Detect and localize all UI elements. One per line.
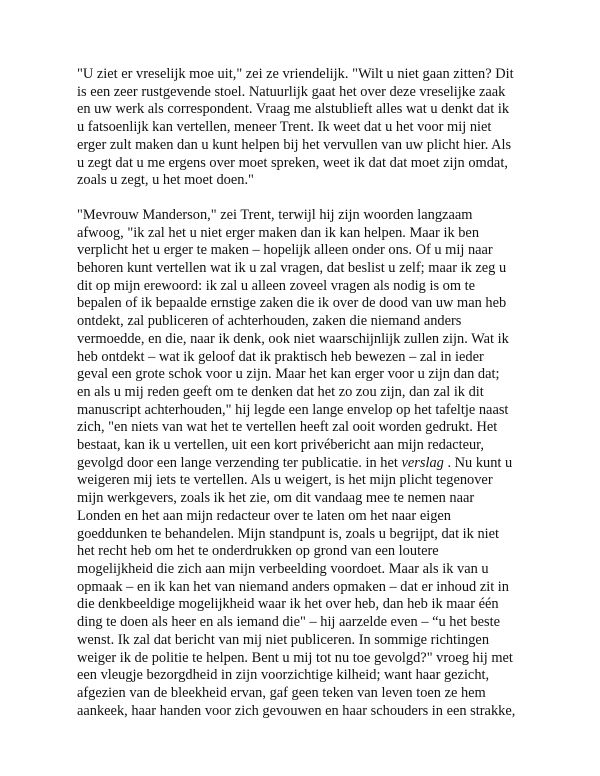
text-line: u zegt dat u me ergens over moet spreken, weet ik dat dat moet zijn omdat, xyxy=(77,154,508,171)
text-segment: gevolgd door een lange verzending ter publicatie. in het xyxy=(77,454,402,471)
text-line: zich, "en niets van wat het te vertellen heeft zal ooit worden gedrukt. Het xyxy=(77,419,498,436)
text-line: mijn werkgevers, zoals ik het zie, om dit vandaag mee te nemen naar xyxy=(77,490,475,507)
text-line: het recht heb om het te onderdrukken op grond van een loutere xyxy=(77,543,439,560)
text-line: weiger ik de politie te helpen. Bent u mij tot nu toe gevolgd?" vroeg hij met xyxy=(77,649,513,666)
text-line: afwoog, "ik zal het u niet erger maken dan ik kan helpen. Maar ik ben xyxy=(77,224,480,241)
text-line: en als u mij reden geeft om te denken dat het zo zou zijn, dan zal ik dit xyxy=(77,383,484,400)
paragraph-1 xyxy=(77,66,537,190)
text-segment: . Nu kunt u xyxy=(443,454,513,471)
italic-word: verslag xyxy=(401,454,444,471)
text-line: Londen en het aan mijn redacteur over te laten om het naar eigen xyxy=(77,507,451,524)
text-line: bepalen of ik bepaalde ernstige zaken die ik over de dood van uw man heb xyxy=(77,295,507,312)
text-line: u fatsoenlijk kan vertellen, meneer Trent. Ik weet dat u het voor mij niet xyxy=(77,119,492,136)
text-line: opmaak – en ik kan het van niemand anders opmaken – dat er inhoud zit in xyxy=(77,578,509,595)
document-page xyxy=(77,66,537,720)
text-line: ontdekt, zal publiceren of achterhouden, zaken die niemand anders xyxy=(77,313,462,330)
text-line: verplicht het u erger te maken – hopelijk alleen onder ons. Of u mij naar xyxy=(77,242,493,259)
text-line: goeddunken te behandelen. Mijn standpunt is, zoals u begrijpt, dat ik niet xyxy=(77,525,500,542)
text-line: bestaat, kan ik u vertellen, uit een kort privébericht aan mijn redacteur, xyxy=(77,437,484,454)
text-line: een vleugje bezorgdheid in zijn voorzichtige kilheid; want haar gezicht, xyxy=(77,667,490,684)
text-line: mogelijkheid die zich aan mijn verbeelding voordoet. Maar als ik van u xyxy=(77,560,489,577)
text-line: dit op mijn erewoord: ik zal u alleen zoveel vragen als nodig is om te xyxy=(77,277,476,294)
text-line xyxy=(77,455,512,471)
text-line: aankeek, haar handen voor zich gevouwen en haar schouders in een strakke, xyxy=(77,702,516,719)
text-line: en uw werk als correspondent. Vraag me alstublieft alles wat u denkt dat ik xyxy=(77,101,510,118)
paragraph-2 xyxy=(77,207,537,720)
text-line: wenst. Ik zal dat bericht van mij niet publiceren. In sommige richtingen xyxy=(77,631,490,648)
text-line: die denkbeeldige mogelijkheid waar ik het over heb, dan heb ik maar één xyxy=(77,596,499,613)
text-line: "Mevrouw Manderson," zei Trent, terwijl hij zijn woorden langzaam xyxy=(77,206,473,223)
text-line: "U ziet er vreselijk moe uit," zei ze vriendelijk. "Wilt u niet gaan zitten? Dit xyxy=(77,66,514,82)
text-line: ding te doen als heer en als iemand die" – hij aarzelde even – “u het beste xyxy=(77,614,501,631)
text-line: behoren kunt vertellen wat ik u zal vragen, dat beslist u zelf; maar ik zeg u xyxy=(77,260,507,277)
text-line: zoals u zegt, u het moet doen." xyxy=(77,172,254,189)
text-line: geval een grote schok voor u zijn. Maar het kan erger voor u zijn dan dat; xyxy=(77,366,500,383)
text-line: weigeren mij iets te vertellen. Als u weigert, is het mijn plicht tegenover xyxy=(77,472,493,489)
text-line: erger zult maken dan u kunt helpen bij het vervullen van uw plicht hier. Als xyxy=(77,136,512,153)
text-line: manuscript achterhouden," hij legde een lange envelop op het tafeltje naast xyxy=(77,401,509,418)
text-line: heb ontdekt – wat ik geloof dat ik praktisch heb bewezen – zal in ieder xyxy=(77,348,484,365)
text-line: vermoedde, en die, naar ik denk, ook niet waarschijnlijk zullen zijn. Wat ik xyxy=(77,330,509,347)
text-line: afgezien van de bleekheid ervan, gaf geen teken van leven toen ze hem xyxy=(77,684,486,701)
text-line: is een zeer rustgevende stoel. Natuurlijk gaat het over deze vreselijke zaak xyxy=(77,83,506,100)
